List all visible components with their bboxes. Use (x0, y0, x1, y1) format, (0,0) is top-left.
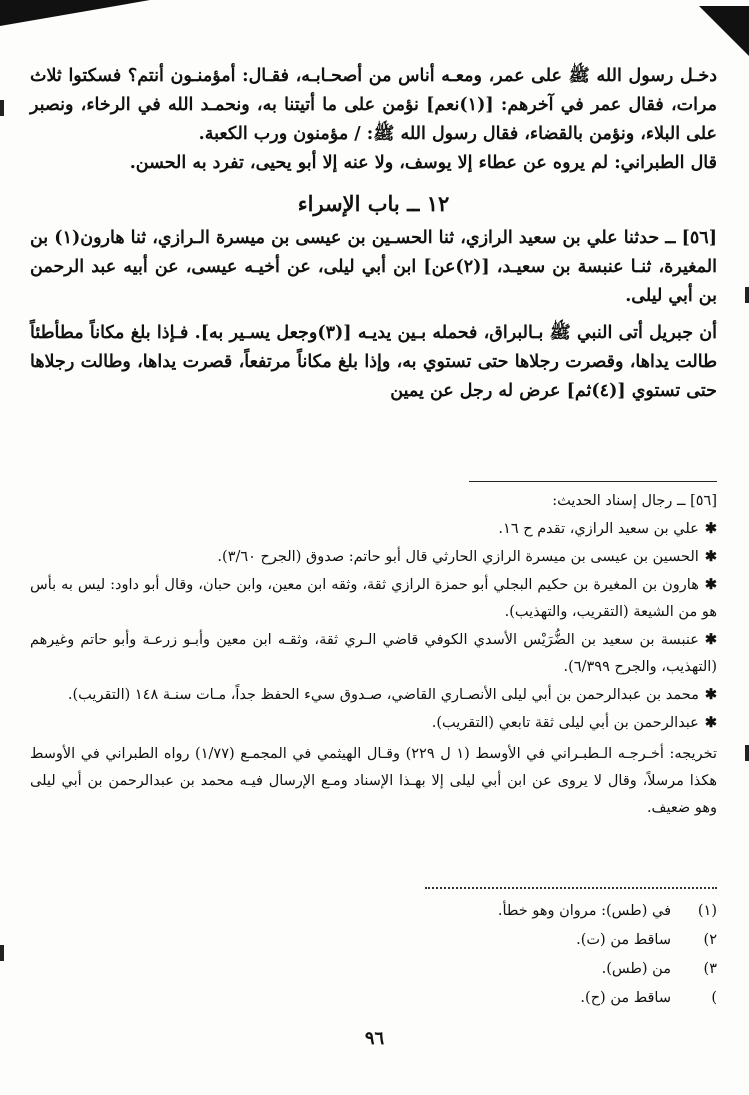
hadith-isnad: [٥٦] ــ حدثنا علي بن سعيد الرازي، ثنا الحسـين بن عيسى بن ميسرة الـرازي، ثنا هارون(١) بن المغيرة، ثنـا عنبسة بن سعيـد، [(٢)عن] ابن أبي ليلى، عن أخيـه عيسى، عن أبيه عبد الرحمن بن أبي ليلى. (29, 228, 717, 306)
notes-title: [٥٦] ــ رجال إسناد الحديث: (552, 493, 717, 509)
page-number: ٩٦ (364, 1028, 385, 1049)
narrator-note: ✱عبدالرحمن بن أبي ليلى ثقة تابعي (التقريب). (431, 714, 717, 731)
narrators-notes (30, 488, 717, 822)
scan-edge-mark (745, 287, 749, 303)
narrator-note: ✱الحسين بن عيسى بن ميسرة الرازي الحارثي قال أبو حاتم: صدوق (الجرح ٣/٦٠). (217, 548, 717, 565)
scan-edge-mark (0, 945, 4, 961)
footnotes (297, 897, 717, 1013)
star-icon: ✱ (704, 714, 717, 731)
narrator-note: ✱علي بن سعيد الرازي، تقدم ح ١٦. (498, 520, 717, 537)
star-icon: ✱ (704, 686, 717, 703)
chapter-heading: ١٢ ــ باب الإسراء (297, 191, 450, 216)
footnote (297, 926, 717, 955)
paragraph-hadith-end: دخـل رسول الله ﷺ على عمر، ومعـه أناس من أصحـابـه، فقـال: أمؤمنـون أنتم؟ فسكتوا ثلاث مرات، فقال عمر في آخرهم: [(١)نعم] نؤمن على ما أتيتنا به، ونحمـد الله في الرخاء، ونصبر على البلاء، ونؤمن بالقضاء، فقال رسول الله ﷺ: / مؤمنون ورب الكعبة. (30, 66, 717, 144)
narrator-note: ✱محمد بن عبدالرحمن بن أبي ليلى الأنصـاري القاضي، صـدوق سيء الحفظ جداً، مـات سنـة ١٤٨ (التقريب). (67, 686, 717, 703)
hadith-matn: أن جبريل أتى النبي ﷺ بـالبراق، فحمله بـين يديـه [(٣)وجعل يسـير به]. فـإذا بلغ مكاناً مطأطئاً طالت يداها، وقصرت رجلاها حتى تستوي به، وإذا بلغ مكاناً مرتفعاً، قصرت يداها، وطالت رجلاها حتى تستوي [(٤)ثم] عرض له رجل عن يمين (30, 323, 718, 401)
narrator-note: ✱هارون بن المغيرة بن حكيم البجلي أبو حمزة الرازي ثقة، وثقه ابن معين، وابن حبان، وقال أبو داود: ليس به بأس هو من الشيعة (التقريب، والتهذيب). (30, 576, 717, 620)
paragraph-tabarani-remark: قال الطبراني: لم يروه عن عطاء إلا يوسف، ولا عنه إلا أبو يحيى، تفرد به الحسن. (129, 153, 717, 173)
scan-fold-corner (699, 6, 749, 56)
footnote-number: ) (711, 990, 717, 1006)
footnote-number: ٣) (703, 961, 717, 977)
notes-divider (469, 481, 717, 482)
footnote (297, 955, 717, 984)
footnote-text: في (طس): مروان وهو خطأ. (497, 903, 671, 919)
footnote-text: من (طس). (601, 961, 671, 977)
footnote (297, 984, 717, 1013)
star-icon: ✱ (704, 576, 717, 593)
star-icon: ✱ (704, 548, 717, 565)
scan-shadow-corner (0, 0, 150, 26)
footnote-text: ساقط من (ت). (576, 932, 671, 948)
narrator-note: ✱عنبسة بن سعيد بن الضُّرَيْس الأسدي الكوفي قاضي الـري ثقة، وثقـه ابن معين وأبـو زرعـة وأبو حاتم وغيرهم (التهذيب، والجرح ٦/٣٩٩). (30, 631, 717, 675)
scan-edge-mark (745, 745, 749, 761)
takhrij-note: تخريجه: أخـرجـه الـطبـراني في الأوسط (١ ل ٢٢٩) وقـال الهيثمي في المجمـع (١/٧٧) رواه الطبراني في الأوسط هكذا مرسلاً، وقال لا يروى عن ابن أبي ليلى إلا بهـذا الإسناد ومـع الإرسال فيـه محمد بن عبدالرحمن بن أبي ليلى وهو ضعيف. (30, 746, 717, 816)
footnote-text: ساقط من (ح). (580, 990, 671, 1006)
footnotes-divider (425, 887, 717, 889)
scan-edge-mark (0, 100, 4, 116)
footnote-number: ٢) (703, 932, 717, 948)
footnote-number: (١) (697, 903, 717, 919)
main-text (30, 62, 717, 406)
star-icon: ✱ (704, 631, 717, 648)
star-icon: ✱ (704, 520, 717, 537)
footnote (297, 897, 717, 926)
